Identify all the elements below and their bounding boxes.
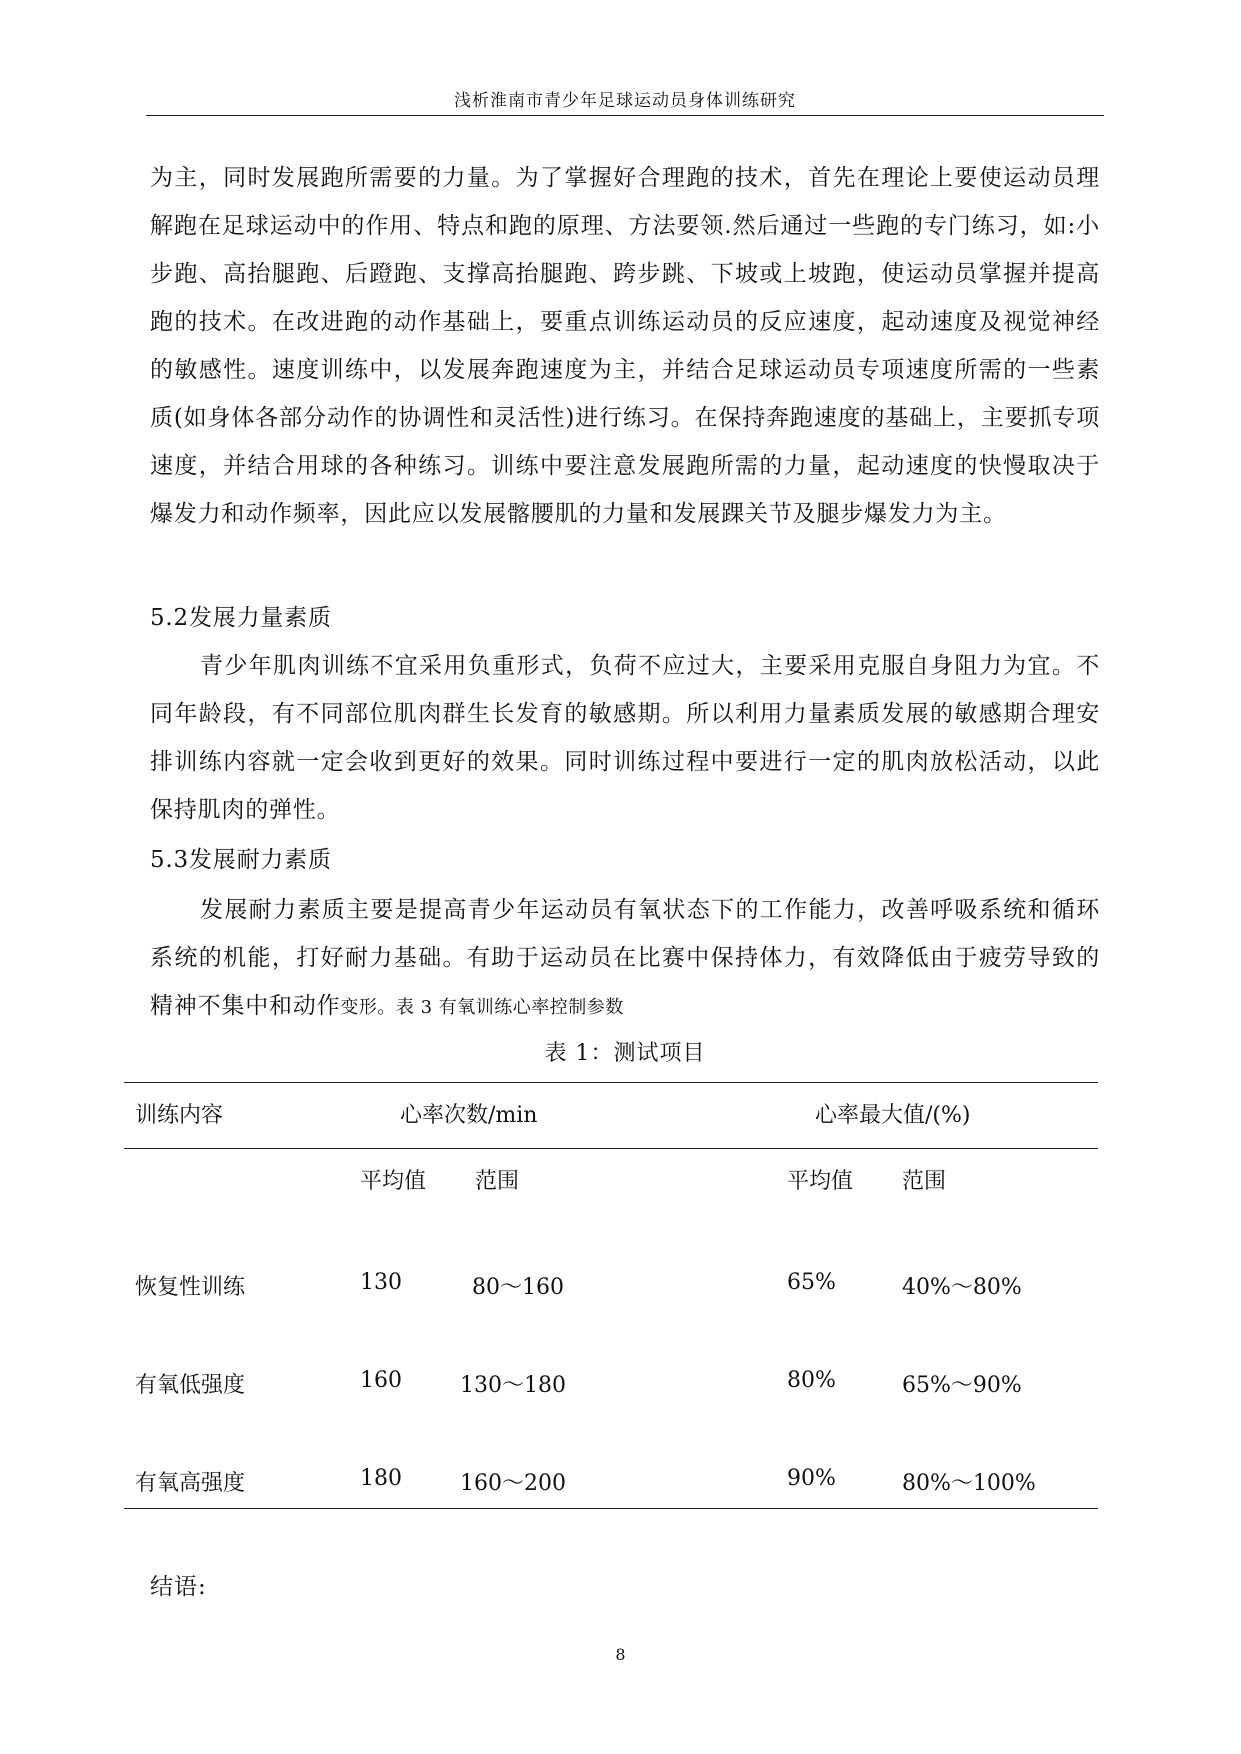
row-name: 恢复性训练 bbox=[135, 1275, 246, 1300]
table-caption: 表 1：测试项目 bbox=[544, 1041, 706, 1066]
table-top-rule bbox=[124, 1082, 1098, 1083]
subheader-avg-pct: 平均值 bbox=[787, 1169, 854, 1194]
table-bottom-rule bbox=[124, 1508, 1098, 1509]
table-header-rule bbox=[124, 1148, 1098, 1149]
row-range-pct: 40%～80% bbox=[902, 1275, 1022, 1300]
row-range-hr: 80～160 bbox=[472, 1275, 564, 1300]
header-heart-rate: 心率次数/min bbox=[400, 1103, 538, 1128]
page-number: 8 bbox=[615, 1645, 626, 1664]
row-avg-hr: 130 bbox=[360, 1270, 402, 1295]
section-heading-strength: 5.2发展力量素质 bbox=[150, 605, 332, 631]
conclusion-heading: 结语: bbox=[150, 1574, 207, 1600]
row-avg-hr: 160 bbox=[360, 1368, 402, 1393]
row-range-hr: 130～180 bbox=[460, 1373, 566, 1398]
paragraph-endurance-text: 发展耐力素质主要是提高青少年运动员有氧状态下的工作能力，改善呼吸系统和循环系统的机能，打好耐力基础。有助于运动员在比赛中保持体力，有效降低由于疲劳导致的精神不集中和动作 bbox=[150, 897, 1100, 1019]
subheader-range-pct: 范围 bbox=[902, 1169, 947, 1194]
header-max-heart-rate: 心率最大值/(%) bbox=[815, 1103, 971, 1128]
row-range-pct: 80%～100% bbox=[902, 1471, 1036, 1496]
header-training-content: 训练内容 bbox=[135, 1103, 224, 1128]
row-avg-pct: 90% bbox=[787, 1466, 836, 1491]
row-avg-pct: 65% bbox=[787, 1270, 836, 1295]
inline-table-reference: 变形。表 3 有氧训练心率控制参数 bbox=[340, 997, 624, 1018]
row-name: 有氧高强度 bbox=[135, 1471, 246, 1496]
paragraph-speed-training: 为主，同时发展跑所需要的力量。为了掌握好合理跑的技术，首先在理论上要使运动员理解跑在足球运动中的作用、特点和跑的原理、方法要领.然后通过一些跑的专门练习，如:小步跑、高抬腿跑、后蹬跑、支撑高抬腿跑、跨步跳、下坡或上坡跑，使运动员掌握并提高跑的技术。在改进跑的动作基础上，要重点训练运动员的反应速度，起动速度及视觉神经的敏感性。速度训练中，以发展奔跑速度为主，并结合足球运动员专项速度所需的一些素质(如身体各部分动作的协调性和灵活性)进行练习。在保持奔跑速度的基础上，主要抓专项速度，并结合用球的各种练习。训练中要注意发展跑所需的力量，起动速度的快慢取决于爆发力和动作频率，因此应以发展髂腰肌的力量和发展踝关节及腿步爆发力为主。 bbox=[150, 165, 1100, 527]
row-range-pct: 65%～90% bbox=[902, 1373, 1022, 1398]
running-header: 浅析淮南市青少年足球运动员身体训练研究 bbox=[454, 91, 796, 111]
row-range-hr: 160～200 bbox=[460, 1471, 566, 1496]
row-avg-hr: 180 bbox=[360, 1466, 402, 1491]
subheader-range-hr: 范围 bbox=[475, 1169, 520, 1194]
paragraph-strength-training: 青少年肌肉训练不宜采用负重形式，负荷不应过大，主要采用克服自身阻力为宜。不同年龄段，有不同部位肌肉群生长发育的敏感期。所以利用力量素质发展的敏感期合理安排训练内容就一定会收到更好的效果。同时训练过程中要进行一定的肌肉放松活动，以此保持肌肉的弹性。 bbox=[150, 653, 1100, 823]
row-name: 有氧低强度 bbox=[135, 1373, 246, 1398]
row-avg-pct: 80% bbox=[787, 1368, 836, 1393]
subheader-avg-hr: 平均值 bbox=[360, 1169, 427, 1194]
paragraph-endurance-training bbox=[150, 886, 1100, 1032]
section-heading-endurance: 5.3发展耐力素质 bbox=[150, 847, 332, 873]
header-divider bbox=[146, 115, 1104, 116]
